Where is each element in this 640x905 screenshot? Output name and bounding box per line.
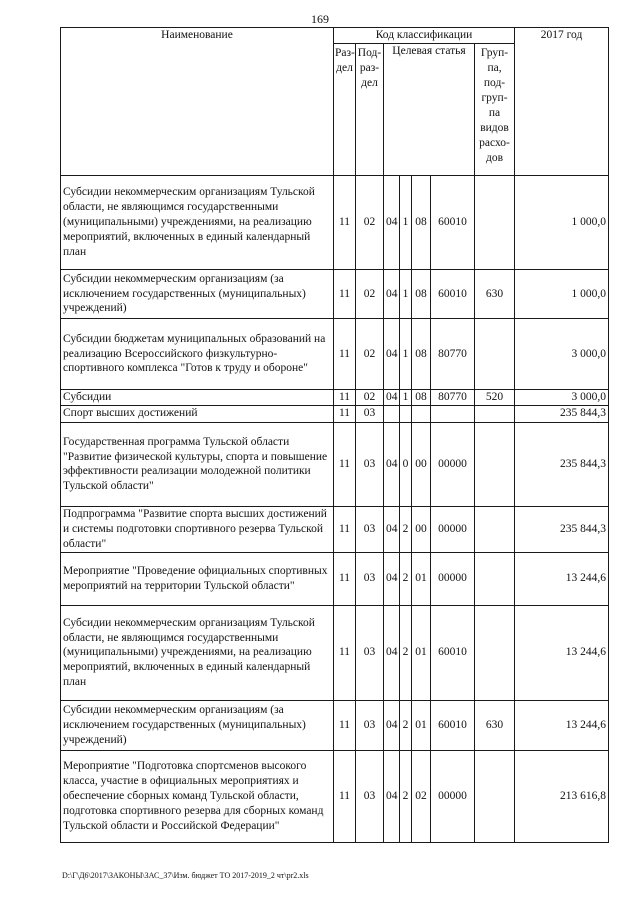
row-name: Субсидии некоммерческим организациям (за исключением государственных (муниципальных) учреждений): [61, 700, 334, 750]
row-amount: 1 000,0: [515, 176, 609, 270]
row-target-program: 04: [384, 422, 400, 506]
row-razdel: 11: [334, 750, 356, 842]
table-row: [61, 390, 609, 406]
row-podrazdel: 03: [356, 552, 384, 605]
row-amount: 235 844,3: [515, 506, 609, 552]
row-name: Спорт высших достижений: [61, 405, 334, 422]
row-target-program: 04: [384, 176, 400, 270]
row-target-subprogram: 2: [400, 750, 412, 842]
row-podrazdel: 03: [356, 750, 384, 842]
header-podrazdel: Под- раз- дел: [356, 44, 384, 176]
row-expense-group: 520: [475, 390, 515, 406]
row-target-event: 01: [412, 605, 431, 700]
row-target-program: 04: [384, 390, 400, 406]
row-name: Подпрограмма "Развитие спорта высших достижений и системы подготовки спортивного резерва Тульской области": [61, 506, 334, 552]
page-number: 169: [311, 12, 329, 26]
row-target-program: 04: [384, 750, 400, 842]
row-target-direction: 00000: [431, 506, 475, 552]
header-razdel: Раз- дел: [334, 44, 356, 176]
table-row: [61, 552, 609, 605]
row-amount: 3 000,0: [515, 319, 609, 390]
row-target-subprogram: 2: [400, 552, 412, 605]
row-amount: 13 244,6: [515, 700, 609, 750]
row-target-subprogram: 1: [400, 270, 412, 319]
row-podrazdel: 03: [356, 422, 384, 506]
table-row: [61, 700, 609, 750]
row-target-subprogram: [400, 405, 412, 422]
row-target-direction: 60010: [431, 605, 475, 700]
row-target-subprogram: 1: [400, 176, 412, 270]
row-razdel: 11: [334, 700, 356, 750]
row-target-direction: 80770: [431, 319, 475, 390]
row-expense-group: [475, 319, 515, 390]
row-name: Субсидии некоммерческим организациям Тульской области, не являющимся государственными (муниципальными) учреждениями, на реализацию мероприятий, включенных в единый календарный план: [61, 176, 334, 270]
row-target-program: 04: [384, 506, 400, 552]
row-razdel: 11: [334, 390, 356, 406]
row-podrazdel: 02: [356, 319, 384, 390]
header-target: Целевая статья: [384, 44, 475, 60]
row-podrazdel: 03: [356, 700, 384, 750]
table-row: [61, 270, 609, 319]
row-name: Субсидии бюджетам муниципальных образований на реализацию Всероссийского физкультурно-спортивного комплекса "Готов к труду и обороне": [61, 319, 334, 390]
row-razdel: 11: [334, 422, 356, 506]
row-target-direction: 60010: [431, 700, 475, 750]
row-target-direction: 00000: [431, 750, 475, 842]
row-name: Субсидии: [61, 390, 334, 406]
row-amount: 13 244,6: [515, 552, 609, 605]
table-row: [61, 176, 609, 270]
row-podrazdel: 02: [356, 270, 384, 319]
row-amount: 13 244,6: [515, 605, 609, 700]
row-amount: 235 844,3: [515, 422, 609, 506]
row-expense-group: [475, 605, 515, 700]
row-amount: 235 844,3: [515, 405, 609, 422]
row-name: Государственная программа Тульской области "Развитие физической культуры, спорта и повышение эффективности реализации молодежной политики Тульской области": [61, 422, 334, 506]
row-target-program: 04: [384, 605, 400, 700]
table-row: [61, 405, 609, 422]
row-target-direction: 00000: [431, 552, 475, 605]
table-row: [61, 422, 609, 506]
row-podrazdel: 02: [356, 390, 384, 406]
row-target-event: 08: [412, 270, 431, 319]
row-target-program: 04: [384, 700, 400, 750]
row-razdel: 11: [334, 552, 356, 605]
row-podrazdel: 02: [356, 176, 384, 270]
row-razdel: 11: [334, 319, 356, 390]
row-target-direction: 00000: [431, 422, 475, 506]
row-target-event: 01: [412, 552, 431, 605]
row-razdel: 11: [334, 176, 356, 270]
row-target-subprogram: 1: [400, 319, 412, 390]
header-name: Наименование: [61, 28, 334, 176]
row-target-event: 08: [412, 176, 431, 270]
row-target-event: 02: [412, 750, 431, 842]
row-target-program: 04: [384, 319, 400, 390]
row-razdel: 11: [334, 506, 356, 552]
row-target-subprogram: 2: [400, 605, 412, 700]
row-target-event: 00: [412, 506, 431, 552]
table-row: [61, 750, 609, 842]
row-target-event: 08: [412, 390, 431, 406]
row-target-subprogram: 0: [400, 422, 412, 506]
row-target-program: 04: [384, 552, 400, 605]
row-expense-group: [475, 750, 515, 842]
row-razdel: 11: [334, 405, 356, 422]
row-expense-group: [475, 422, 515, 506]
row-target-event: 00: [412, 422, 431, 506]
row-razdel: 11: [334, 605, 356, 700]
row-target-direction: 60010: [431, 270, 475, 319]
row-expense-group: [475, 552, 515, 605]
row-expense-group: 630: [475, 270, 515, 319]
table-row: [61, 506, 609, 552]
budget-table: [60, 27, 609, 843]
header-group: Груп- па, под- груп- па видов расхо- дов: [475, 44, 515, 176]
file-path: D:\Г\Д6\2017\ЗАКОНЫ\ЗАС_37\Изм. бюджет ТО 2017-2019_2 чт\pr2.xls: [62, 871, 309, 880]
row-name: Субсидии некоммерческим организациям (за исключением государственных (муниципальных) учреждений): [61, 270, 334, 319]
row-podrazdel: 03: [356, 605, 384, 700]
row-podrazdel: 03: [356, 506, 384, 552]
row-expense-group: [475, 176, 515, 270]
row-razdel: 11: [334, 270, 356, 319]
header-row-top: [61, 28, 609, 44]
row-name: Субсидии некоммерческим организациям Тульской области, не являющимся государственными (муниципальными) учреждениями, на реализацию мероприятий, включенных в единый календарный план: [61, 605, 334, 700]
row-target-subprogram: 2: [400, 506, 412, 552]
row-podrazdel: 03: [356, 405, 384, 422]
row-target-subprogram: 2: [400, 700, 412, 750]
row-target-program: [384, 405, 400, 422]
row-amount: 1 000,0: [515, 270, 609, 319]
header-target-empty: [384, 60, 475, 176]
table-row: [61, 319, 609, 390]
row-name: Мероприятие "Проведение официальных спортивных мероприятий на территории Тульской области": [61, 552, 334, 605]
row-target-event: [412, 405, 431, 422]
row-amount: 3 000,0: [515, 390, 609, 406]
row-target-program: 04: [384, 270, 400, 319]
row-expense-group: [475, 405, 515, 422]
row-amount: 213 616,8: [515, 750, 609, 842]
row-target-direction: [431, 405, 475, 422]
row-target-direction: 60010: [431, 176, 475, 270]
row-target-direction: 80770: [431, 390, 475, 406]
table-row: [61, 605, 609, 700]
header-year: 2017 год: [515, 28, 609, 176]
row-name: Мероприятие "Подготовка спортсменов высокого класса, участие в официальных мероприятиях и обеспечение сборных команд Тульской области, подготовка спортивного резерва для сборных команд Тульской области и Российской Федерации": [61, 750, 334, 842]
header-code: Код классификации: [334, 28, 515, 44]
row-target-subprogram: 1: [400, 390, 412, 406]
row-target-event: 08: [412, 319, 431, 390]
row-expense-group: [475, 506, 515, 552]
row-target-event: 01: [412, 700, 431, 750]
row-expense-group: 630: [475, 700, 515, 750]
